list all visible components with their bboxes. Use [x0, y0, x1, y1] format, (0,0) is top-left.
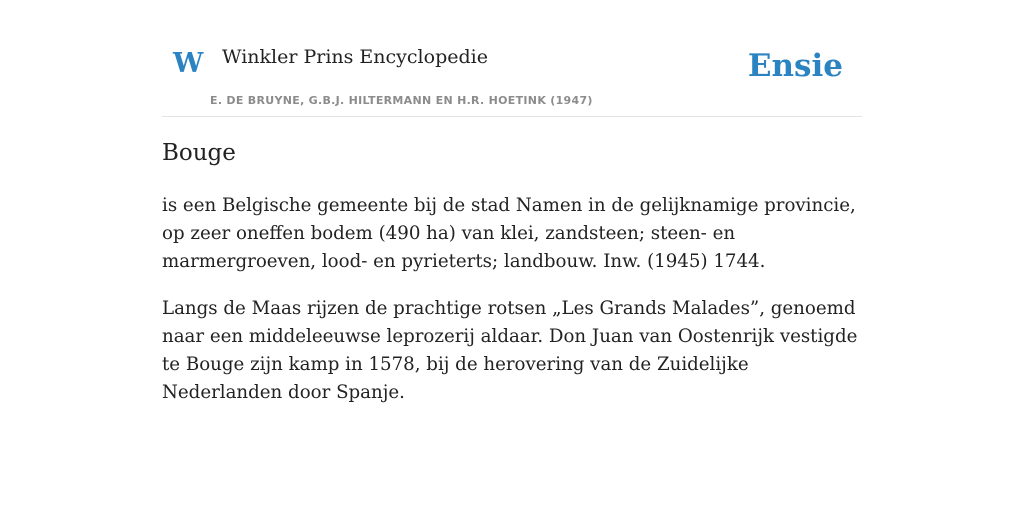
- entry-title: Bouge: [162, 140, 236, 166]
- header: [162, 0, 862, 117]
- page: [162, 0, 862, 512]
- book-title-link[interactable]: Winkler Prins Encyclopedie: [222, 46, 488, 68]
- entry-paragraph: Langs de Maas rijzen de prachtige rotsen „Les Grands Malades”, genoemd naar een middeleeuwse leprozerij aldaar. Don Juan van Oostenrijk vestigde te Bouge zijn kamp in 1578, bij de herovering van de Zuidelijke Nederlanden door Spanje.: [162, 298, 858, 403]
- book-logo-icon[interactable]: W: [173, 48, 204, 79]
- book-authors: E. DE BRUYNE, G.B.J. HILTERMANN EN H.R. HOETINK (1947): [210, 94, 593, 107]
- entry-body: [162, 192, 862, 426]
- ensie-logo-link[interactable]: Ensie: [747, 48, 843, 84]
- entry-paragraph: is een Belgische gemeente bij de stad Namen in de gelijknamige provincie, op zeer oneffen bodem (490 ha) van klei, zandsteen; steen- en marmergroeven, lood- en pyrieterts; landbouw. Inw. (1945) 1744.: [162, 195, 856, 272]
